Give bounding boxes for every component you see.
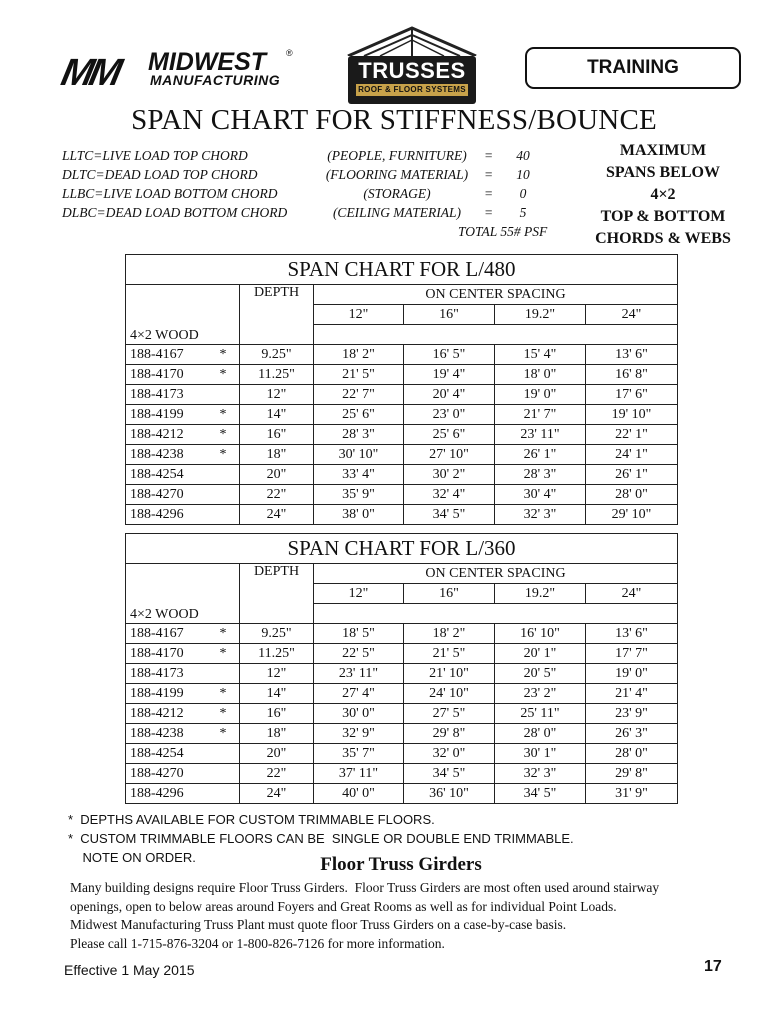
span-cell: 24' 1" — [586, 445, 678, 465]
depth-header — [240, 564, 314, 624]
table-row — [126, 724, 678, 744]
span-cell: 32' 0" — [404, 744, 495, 764]
definition-abbr: DLTC=DEAD LOAD TOP CHORD — [62, 167, 258, 182]
trusses-logo — [344, 26, 480, 104]
definition-abbr: DLBC=DEAD LOAD BOTTOM CHORD — [62, 205, 288, 220]
part-number: 188-4170 — [130, 366, 184, 382]
span-cell: 26' 1" — [586, 465, 678, 485]
span-cell: 18' 0" — [495, 365, 586, 385]
table-row — [126, 445, 678, 465]
span-cell: 23' 0" — [404, 405, 495, 425]
depth-cell: 14" — [240, 405, 314, 425]
part-number: 188-4270 — [130, 486, 184, 502]
girders-line: Midwest Manufacturing Truss Plant must quote floor Truss Girders on a case-by-case basis. — [70, 917, 567, 932]
span-cell: 30' 0" — [314, 704, 404, 724]
depth-cell: 20" — [240, 744, 314, 764]
depth-cell: 18" — [240, 724, 314, 744]
depth-cell: 24" — [240, 784, 314, 804]
span-cell: 25' 6" — [404, 425, 495, 445]
spacing-value: 16" — [404, 305, 495, 325]
table-row — [126, 784, 678, 804]
span-cell: 15' 4" — [495, 345, 586, 365]
part-cell — [126, 624, 240, 644]
depth-cell: 16" — [240, 704, 314, 724]
span-cell: 20' 5" — [495, 664, 586, 684]
part-number: 188-4254 — [130, 466, 184, 482]
custom-trim-marker: * — [219, 426, 227, 442]
definition-val: 40 — [516, 148, 530, 163]
span-cell: 26' 1" — [495, 445, 586, 465]
span-cell: 20' 1" — [495, 644, 586, 664]
span-cell: 24' 10" — [404, 684, 495, 704]
span-cell: 21' 10" — [404, 664, 495, 684]
girders-line: Many building designs require Floor Truss Girders. Floor Truss Girders are most often used around stairway — [70, 880, 660, 895]
span-cell: 23' 11" — [314, 664, 404, 684]
spacing-value: 12" — [314, 584, 404, 604]
header-row — [126, 564, 678, 584]
span-cell: 23' 11" — [495, 425, 586, 445]
depth-cell: 24" — [240, 505, 314, 525]
definition-desc: (STORAGE) — [363, 186, 431, 201]
table-row — [126, 684, 678, 704]
table-title-row — [126, 534, 678, 564]
depth-cell: 9.25" — [240, 624, 314, 644]
span-cell: 37' 11" — [314, 764, 404, 784]
span-cell: 30' 4" — [495, 485, 586, 505]
definition-abbr: LLBC=LIVE LOAD BOTTOM CHORD — [62, 186, 278, 201]
footnote-line: NOTE ON ORDER. — [68, 850, 196, 865]
part-cell — [126, 704, 240, 724]
span-cell: 21' 5" — [314, 365, 404, 385]
spacing-value: 24" — [586, 305, 678, 325]
table-row — [126, 425, 678, 445]
part-cell — [126, 465, 240, 485]
custom-trim-marker: * — [219, 625, 227, 641]
part-cell — [126, 784, 240, 804]
span-cell: 40' 0" — [314, 784, 404, 804]
span-cell: 21' 5" — [404, 644, 495, 664]
span-cell: 19' 10" — [586, 405, 678, 425]
definition-eq: = — [484, 148, 494, 163]
table-row — [126, 465, 678, 485]
span-cell: 26' 3" — [586, 724, 678, 744]
part-number: 188-4167 — [130, 625, 184, 641]
spacing-value: 19.2" — [495, 305, 586, 325]
part-cell — [126, 764, 240, 784]
table-title: SPAN CHART FOR L/480 — [126, 255, 678, 285]
table-row — [126, 744, 678, 764]
custom-trim-marker: * — [219, 346, 227, 362]
part-number: 188-4167 — [130, 346, 184, 362]
span-cell: 28' 3" — [314, 425, 404, 445]
part-number: 188-4270 — [130, 765, 184, 781]
custom-trim-marker: * — [219, 446, 227, 462]
span-cell: 33' 4" — [314, 465, 404, 485]
spacing-value: 16" — [404, 584, 495, 604]
custom-trim-marker: * — [219, 406, 227, 422]
span-cell: 35' 7" — [314, 744, 404, 764]
span-cell: 19' 4" — [404, 365, 495, 385]
part-cell — [126, 485, 240, 505]
logo-mm-mark: MM — [57, 52, 122, 94]
depth-cell: 22" — [240, 764, 314, 784]
span-cell: 20' 4" — [404, 385, 495, 405]
spacing-value: 19.2" — [495, 584, 586, 604]
part-number: 188-4212 — [130, 705, 184, 721]
span-cell: 19' 0" — [495, 385, 586, 405]
table-row — [126, 485, 678, 505]
max-spans-line: MAXIMUM — [619, 142, 707, 159]
depth-cell: 12" — [240, 664, 314, 684]
table-row — [126, 624, 678, 644]
part-cell — [126, 445, 240, 465]
part-number: 188-4254 — [130, 745, 184, 761]
span-cell: 22' 5" — [314, 644, 404, 664]
span-cell: 31' 9" — [586, 784, 678, 804]
span-cell: 16' 8" — [586, 365, 678, 385]
depth-cell: 20" — [240, 465, 314, 485]
span-cell: 25' 11" — [495, 704, 586, 724]
depth-cell: 16" — [240, 425, 314, 445]
roof-truss-icon — [344, 26, 480, 56]
part-number: 188-4212 — [130, 426, 184, 442]
depth-cell: 9.25" — [240, 345, 314, 365]
part-number: 188-4238 — [130, 446, 184, 462]
definition-eq: = — [484, 167, 494, 182]
span-cell: 29' 8" — [404, 724, 495, 744]
span-cell: 13' 6" — [586, 624, 678, 644]
spacing-value: 12" — [314, 305, 404, 325]
max-spans-line: TOP & BOTTOM — [600, 208, 726, 225]
part-number: 188-4173 — [130, 386, 184, 402]
trusses-logo-subtitle: ROOF & FLOOR SYSTEMS — [356, 84, 468, 96]
material-label: 4×2 WOOD — [130, 328, 199, 343]
max-spans-line: CHORDS & WEBS — [595, 230, 731, 247]
depth-label: DEPTH — [253, 285, 300, 300]
span-cell: 28' 0" — [586, 485, 678, 505]
span-cell: 27' 10" — [404, 445, 495, 465]
logo-word-midwest: MIDWEST — [148, 48, 267, 76]
definition-desc: (PEOPLE, FURNITURE) — [327, 148, 467, 163]
max-spans-note — [578, 140, 748, 250]
training-badge: TRAINING — [525, 47, 741, 89]
span-cell: 32' 9" — [314, 724, 404, 744]
span-cell: 27' 4" — [314, 684, 404, 704]
table-row — [126, 664, 678, 684]
part-cell — [126, 664, 240, 684]
header-row — [126, 285, 678, 305]
span-cell: 23' 9" — [586, 704, 678, 724]
table-row — [126, 385, 678, 405]
span-cell: 35' 9" — [314, 485, 404, 505]
total-load: TOTAL 55# PSF — [458, 224, 548, 239]
definition-eq: = — [484, 205, 494, 220]
span-cell: 38' 0" — [314, 505, 404, 525]
table-row — [126, 405, 678, 425]
part-number: 188-4170 — [130, 645, 184, 661]
effective-date: Effective 1 May 2015 — [64, 962, 195, 978]
part-number: 188-4173 — [130, 665, 184, 681]
part-number: 188-4296 — [130, 785, 184, 801]
definition-val: 0 — [519, 186, 527, 201]
span-cell: 34' 5" — [404, 505, 495, 525]
part-cell — [126, 684, 240, 704]
span-cell: 23' 2" — [495, 684, 586, 704]
span-cell: 30' 2" — [404, 465, 495, 485]
part-cell — [126, 644, 240, 664]
span-cell: 30' 1" — [495, 744, 586, 764]
span-cell: 22' 7" — [314, 385, 404, 405]
trusses-logo-word: TRUSSES — [358, 58, 466, 83]
definition-desc: (FLOORING MATERIAL) — [325, 167, 469, 182]
footnote-line: * DEPTHS AVAILABLE FOR CUSTOM TRIMMABLE FLOORS. — [68, 812, 435, 827]
span-cell: 28' 0" — [586, 744, 678, 764]
span-cell: 21' 7" — [495, 405, 586, 425]
span-cell: 34' 5" — [404, 764, 495, 784]
part-number: 188-4199 — [130, 685, 184, 701]
part-cell — [126, 724, 240, 744]
table-row — [126, 345, 678, 365]
blank-cell — [314, 325, 678, 345]
part-number: 188-4296 — [130, 506, 184, 522]
span-cell: 18' 5" — [314, 624, 404, 644]
depth-label: DEPTH — [253, 564, 300, 579]
part-cell — [126, 405, 240, 425]
depth-cell: 12" — [240, 385, 314, 405]
material-header-cell — [126, 285, 240, 345]
depth-cell: 22" — [240, 485, 314, 505]
material-label: 4×2 WOOD — [130, 607, 199, 622]
logo-registered-mark: ® — [286, 48, 293, 58]
span-cell: 13' 6" — [586, 345, 678, 365]
depth-cell: 11.25" — [240, 365, 314, 385]
max-spans-line: 4×2 — [650, 186, 676, 203]
spacing-header: ON CENTER SPACING — [314, 564, 678, 584]
span-cell: 17' 6" — [586, 385, 678, 405]
spacing-header: ON CENTER SPACING — [314, 285, 678, 305]
max-spans-line: SPANS BELOW — [606, 164, 720, 181]
table-title-row — [126, 255, 678, 285]
part-cell — [126, 345, 240, 365]
span-cell: 16' 5" — [404, 345, 495, 365]
footnote-line: * CUSTOM TRIMMABLE FLOORS CAN BE SINGLE OR DOUBLE END TRIMMABLE. — [68, 831, 574, 846]
definition-val: 5 — [519, 205, 527, 220]
depth-cell: 14" — [240, 684, 314, 704]
span-cell: 32' 3" — [495, 764, 586, 784]
definition-desc: (CEILING MATERIAL) — [332, 205, 462, 220]
span-cell: 28' 3" — [495, 465, 586, 485]
spacing-value: 24" — [586, 584, 678, 604]
custom-trim-marker: * — [219, 645, 227, 661]
table-row — [126, 365, 678, 385]
span-cell: 36' 10" — [404, 784, 495, 804]
custom-trim-marker: * — [219, 705, 227, 721]
part-cell — [126, 385, 240, 405]
definition-eq: = — [484, 186, 494, 201]
span-cell: 30' 10" — [314, 445, 404, 465]
page-title: SPAN CHART FOR STIFFNESS/BOUNCE — [131, 104, 657, 136]
table-row — [126, 505, 678, 525]
table-title: SPAN CHART FOR L/360 — [126, 534, 678, 564]
part-cell — [126, 744, 240, 764]
span-cell: 18' 2" — [314, 345, 404, 365]
girders-paragraph — [70, 879, 750, 953]
span-cell: 29' 10" — [586, 505, 678, 525]
girders-line: openings, open to below areas around Foyers and Great Rooms as well as for individual Point Loads. — [70, 898, 617, 914]
span-cell: 28' 0" — [495, 724, 586, 744]
span-cell: 32' 3" — [495, 505, 586, 525]
part-number: 188-4238 — [130, 725, 184, 741]
depth-cell: 18" — [240, 445, 314, 465]
span-cell: 34' 5" — [495, 784, 586, 804]
part-cell — [126, 505, 240, 525]
span-chart-l360 — [125, 533, 678, 804]
part-cell — [126, 365, 240, 385]
span-cell: 21' 4" — [586, 684, 678, 704]
span-cell: 32' 4" — [404, 485, 495, 505]
part-number: 188-4199 — [130, 406, 184, 422]
table-row — [126, 704, 678, 724]
page-number: 17 — [704, 958, 722, 975]
girders-heading: Floor Truss Girders — [320, 854, 482, 875]
part-cell — [126, 425, 240, 445]
span-cell: 25' 6" — [314, 405, 404, 425]
custom-trim-marker: * — [219, 685, 227, 701]
custom-trim-marker: * — [219, 725, 227, 741]
span-cell: 19' 0" — [586, 664, 678, 684]
span-cell: 16' 10" — [495, 624, 586, 644]
definition-abbr: LLTC=LIVE LOAD TOP CHORD — [62, 148, 248, 163]
material-header-cell — [126, 564, 240, 624]
span-cell: 29' 8" — [586, 764, 678, 784]
span-cell: 17' 7" — [586, 644, 678, 664]
girders-line: Please call 1-715-876-3204 or 1-800-826-7126 for more information. — [70, 935, 445, 951]
definition-val: 10 — [516, 167, 530, 182]
span-cell: 18' 2" — [404, 624, 495, 644]
table-row — [126, 764, 678, 784]
custom-trim-marker: * — [219, 366, 227, 382]
depth-cell: 11.25" — [240, 644, 314, 664]
blank-cell — [314, 604, 678, 624]
table-row — [126, 644, 678, 664]
midwest-manufacturing-logo — [57, 46, 300, 94]
span-cell: 27' 5" — [404, 704, 495, 724]
depth-header — [240, 285, 314, 345]
logo-word-manufacturing: MANUFACTURING — [150, 72, 281, 88]
span-chart-l480 — [125, 254, 678, 525]
span-cell: 22' 1" — [586, 425, 678, 445]
